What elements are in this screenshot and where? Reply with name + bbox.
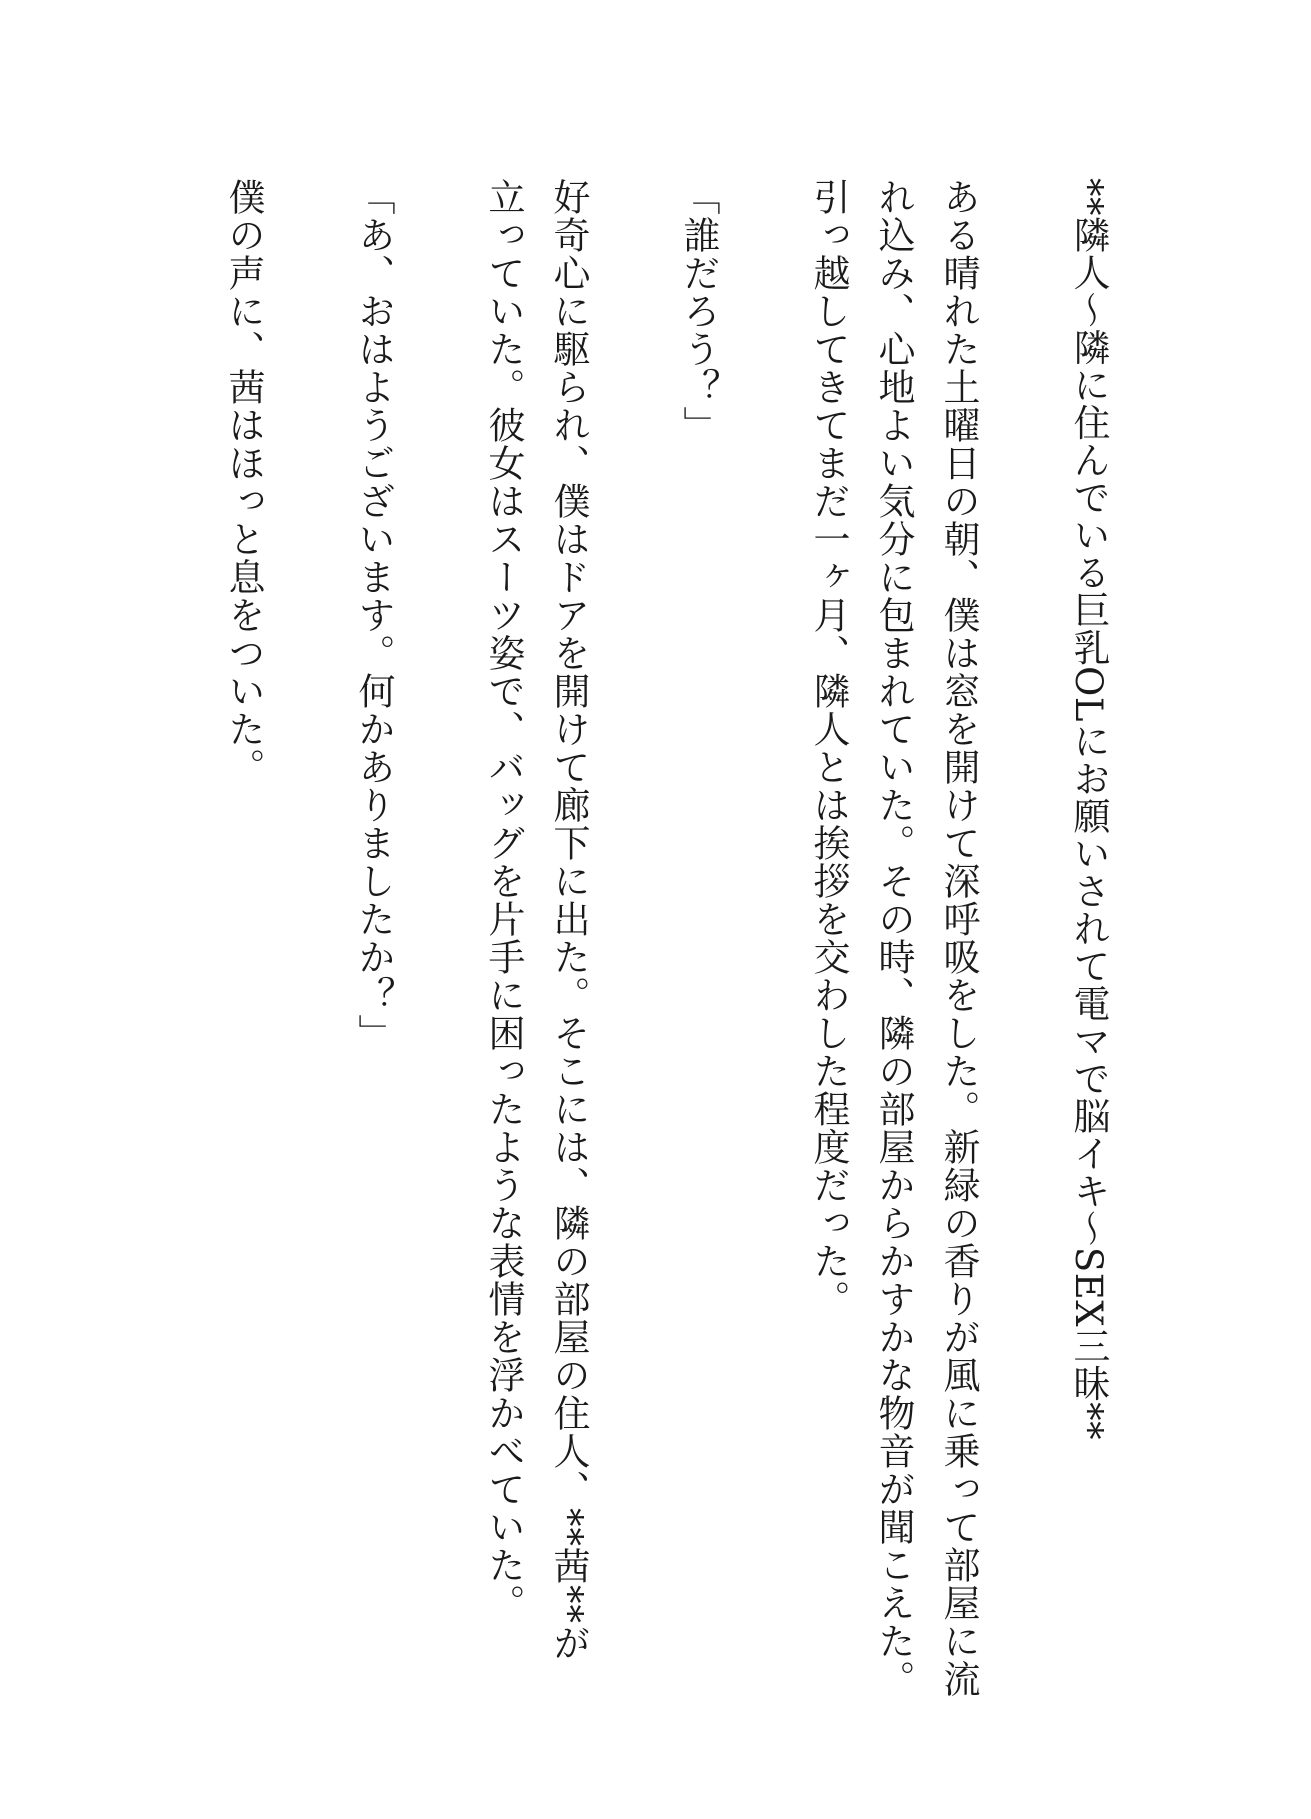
paragraph-4: 「あ、おはようございます。何かありましたか？」 <box>352 178 395 1052</box>
vertical-text-body <box>171 178 1121 1698</box>
paragraph-3: 好奇心に駆られ、僕はドアを開けて廊下に出た。そこには、隣の部屋の住人、**茜**が立っていた。彼女はスーツ姿で、バッグを片手に困ったような表情を浮かべていた。 <box>482 178 590 1662</box>
document-title: **隣人～隣に住んでいる巨乳OLにお願いされて電マで脳イキ～SEX三昧** <box>1067 178 1110 1441</box>
paragraph-2: 「誰だろう？」 <box>677 178 720 444</box>
paragraph-1: ある晴れた土曜日の朝、僕は窓を開けて深呼吸をした。新緑の香りが風に乗って部屋に流れ込み、心地よい気分に包まれていた。その時、隣の部屋からかすかな物音が聞こえた。引っ越してきてまだ一ヶ月、隣人とは挨拶を交わした程度だった。 <box>807 178 980 1698</box>
paragraph-5: 僕の声に、茜はほっと息をついた。 <box>222 178 265 786</box>
